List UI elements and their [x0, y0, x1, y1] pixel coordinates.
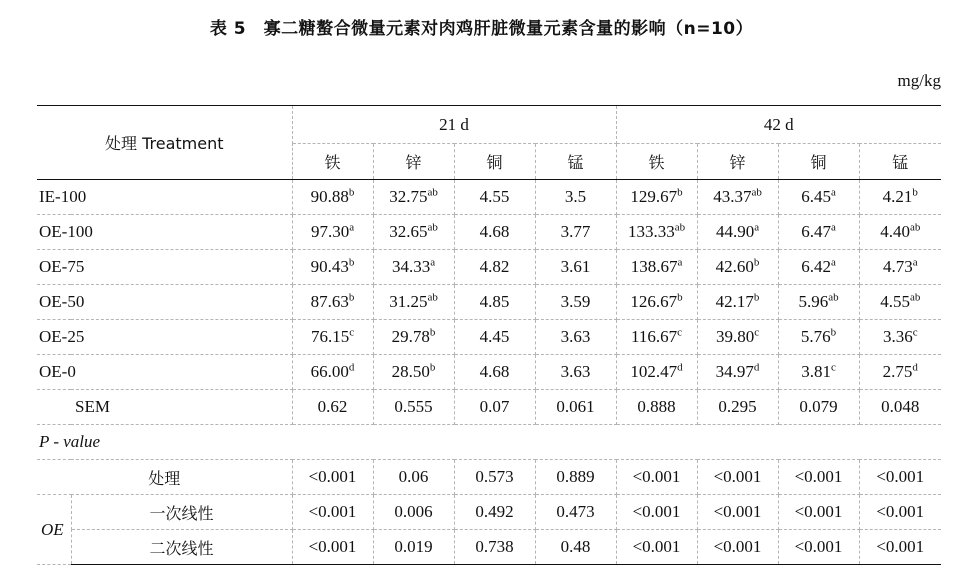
- sem-value: 0.048: [859, 390, 941, 425]
- element-header: 锰: [535, 144, 616, 180]
- sem-label: SEM: [37, 390, 292, 425]
- pvalue-cell: <0.001: [292, 530, 373, 565]
- pvalue-cell: <0.001: [697, 495, 778, 530]
- value-cell: [697, 180, 778, 215]
- significance-letter: ab: [427, 221, 438, 234]
- cell-value: 4.45: [479, 327, 510, 346]
- pvalue-cell: <0.001: [859, 495, 941, 530]
- cell-value: 6.45: [801, 187, 831, 206]
- row-label: OE-75: [37, 250, 292, 285]
- significance-letter: b: [348, 256, 355, 269]
- significance-letter: b: [912, 186, 918, 199]
- value-cell: [373, 180, 454, 215]
- row-label: IE-100: [37, 180, 292, 215]
- data-table: [37, 105, 941, 565]
- element-header: 锌: [697, 144, 778, 180]
- value-cell: [373, 250, 454, 285]
- significance-letter: c: [830, 361, 836, 374]
- value-cell: [697, 285, 778, 320]
- significance-letter: b: [429, 361, 436, 374]
- cell-value: 133.33: [627, 222, 675, 241]
- cell-value: 90.43: [310, 257, 349, 276]
- pvalue-linear-row: [37, 495, 941, 530]
- value-cell: [616, 250, 697, 285]
- pvalue-cell: 0.019: [373, 530, 454, 565]
- cell-value: 3.61: [560, 257, 591, 276]
- value-cell: [373, 285, 454, 320]
- value-cell: [859, 355, 941, 390]
- value-cell: [454, 215, 535, 250]
- significance-letter: a: [830, 256, 836, 269]
- cell-value: 87.63: [310, 292, 349, 311]
- value-cell: [616, 215, 697, 250]
- significance-letter: b: [429, 326, 436, 339]
- significance-letter: a: [912, 256, 918, 269]
- cell-value: 32.75: [389, 187, 428, 206]
- significance-letter: a: [430, 256, 436, 269]
- cell-value: 29.78: [391, 327, 430, 346]
- cell-value: 4.82: [479, 257, 510, 276]
- significance-letter: b: [677, 186, 683, 199]
- value-cell: [616, 320, 697, 355]
- value-cell: [697, 355, 778, 390]
- value-cell: [697, 215, 778, 250]
- value-cell: [292, 285, 373, 320]
- pvalue-cell: <0.001: [697, 530, 778, 565]
- significance-letter: a: [349, 221, 355, 234]
- significance-letter: ab: [751, 186, 762, 199]
- significance-letter: b: [677, 291, 683, 304]
- value-cell: [616, 285, 697, 320]
- pvalue-cell: <0.001: [616, 530, 697, 565]
- sem-value: 0.079: [778, 390, 859, 425]
- significance-letter: ab: [828, 291, 839, 304]
- cell-value: 3.36: [882, 327, 913, 346]
- value-cell: [292, 320, 373, 355]
- value-cell: [778, 180, 859, 215]
- pvalue-cell: 0.738: [454, 530, 535, 565]
- cell-value: 4.55: [479, 187, 510, 206]
- pvalue-cell: 0.473: [535, 495, 616, 530]
- table-row: [37, 250, 941, 285]
- table-row: [37, 355, 941, 390]
- cell-value: 126.67: [630, 292, 678, 311]
- cell-value: 138.67: [630, 257, 678, 276]
- value-cell: [292, 250, 373, 285]
- pvalue-cell: <0.001: [778, 495, 859, 530]
- pvalue-cell: <0.001: [697, 460, 778, 495]
- value-cell: [454, 355, 535, 390]
- significance-letter: d: [677, 361, 683, 374]
- cell-value: 5.96: [798, 292, 829, 311]
- cell-value: 34.33: [391, 257, 431, 276]
- value-cell: [535, 215, 616, 250]
- value-cell: [373, 215, 454, 250]
- element-header: 锌: [373, 144, 454, 180]
- cell-value: 6.42: [801, 257, 831, 276]
- cell-value: 102.47: [630, 362, 678, 381]
- significance-letter: b: [753, 256, 760, 269]
- cell-value: 3.63: [560, 362, 591, 381]
- value-cell: [697, 320, 778, 355]
- pvalue-label: P - value: [37, 425, 941, 460]
- significance-letter: c: [349, 326, 355, 339]
- pvalue-cell: <0.001: [859, 530, 941, 565]
- significance-letter: a: [830, 221, 836, 234]
- pvalue-cell: <0.001: [778, 460, 859, 495]
- sem-value: 0.888: [616, 390, 697, 425]
- cell-value: 44.90: [715, 222, 755, 241]
- value-cell: [778, 285, 859, 320]
- significance-letter: b: [753, 291, 760, 304]
- pvalue-heading-row: [37, 425, 941, 460]
- value-cell: [859, 285, 941, 320]
- cell-value: 4.85: [479, 292, 510, 311]
- value-cell: [778, 250, 859, 285]
- value-cell: [535, 320, 616, 355]
- pvalue-cell: 0.48: [535, 530, 616, 565]
- element-header: 铜: [454, 144, 535, 180]
- value-cell: [454, 180, 535, 215]
- value-cell: [616, 355, 697, 390]
- value-cell: [292, 355, 373, 390]
- period-21d-header: 21 d: [292, 106, 616, 144]
- row-label: OE-25: [37, 320, 292, 355]
- significance-letter: ab: [674, 221, 686, 234]
- pvalue-cell: 0.889: [535, 460, 616, 495]
- treatment-header: 处理 Treatment: [37, 106, 292, 180]
- significance-letter: b: [830, 326, 837, 339]
- value-cell: [373, 355, 454, 390]
- cell-value: 31.25: [389, 292, 428, 311]
- value-cell: [859, 320, 941, 355]
- sem-value: 0.07: [454, 390, 535, 425]
- value-cell: [535, 355, 616, 390]
- sem-row: [37, 390, 941, 425]
- unit-label: mg/kg: [897, 71, 941, 90]
- pvalue-cell: 0.006: [373, 495, 454, 530]
- cell-value: 3.81: [801, 362, 831, 381]
- significance-letter: a: [754, 221, 760, 234]
- cell-value: 42.60: [715, 257, 754, 276]
- cell-value: 3.59: [560, 292, 591, 311]
- pvalue-cell: 0.06: [373, 460, 454, 495]
- cell-value: 4.40: [880, 222, 910, 241]
- value-cell: [454, 250, 535, 285]
- cell-value: 4.68: [479, 362, 510, 381]
- value-cell: [535, 180, 616, 215]
- cell-value: 4.68: [479, 222, 510, 241]
- pvalue-quadratic-row: [37, 530, 941, 565]
- pvalue-cell: 0.492: [454, 495, 535, 530]
- significance-letter: b: [348, 186, 355, 199]
- data-rows: [37, 180, 941, 390]
- cell-value: 28.50: [391, 362, 430, 381]
- pvalue-cell: <0.001: [292, 460, 373, 495]
- pvalue-cell: <0.001: [616, 460, 697, 495]
- significance-letter: d: [348, 361, 355, 374]
- pvalue-cell: 0.573: [454, 460, 535, 495]
- row-label: OE-0: [37, 355, 292, 390]
- significance-letter: d: [753, 361, 760, 374]
- cell-value: 66.00: [310, 362, 349, 381]
- row-label: OE-50: [37, 285, 292, 320]
- value-cell: [292, 215, 373, 250]
- value-cell: [454, 285, 535, 320]
- table-row: [37, 215, 941, 250]
- cell-value: 3.5: [564, 187, 587, 206]
- row-label: OE-100: [37, 215, 292, 250]
- value-cell: [778, 355, 859, 390]
- significance-letter: ab: [427, 186, 438, 199]
- significance-letter: a: [830, 186, 836, 199]
- value-cell: [859, 215, 941, 250]
- cell-value: 3.77: [560, 222, 591, 241]
- sem-value: 0.061: [535, 390, 616, 425]
- value-cell: [454, 320, 535, 355]
- value-cell: [778, 215, 859, 250]
- sem-value: 0.62: [292, 390, 373, 425]
- cell-value: 5.76: [800, 327, 831, 346]
- cell-value: 42.17: [715, 292, 754, 311]
- pvalue-cell: <0.001: [859, 460, 941, 495]
- cell-value: 97.30: [310, 222, 350, 241]
- sem-value: 0.555: [373, 390, 454, 425]
- significance-letter: ab: [909, 221, 921, 234]
- element-header: 锰: [859, 144, 941, 180]
- value-cell: [373, 320, 454, 355]
- significance-letter: a: [677, 256, 683, 269]
- table-row: [37, 285, 941, 320]
- cell-value: 32.65: [389, 222, 428, 241]
- value-cell: [859, 250, 941, 285]
- pvalue-treatment-row: [37, 460, 941, 495]
- significance-letter: c: [754, 326, 760, 339]
- value-cell: [535, 285, 616, 320]
- header-row-periods: [37, 106, 941, 144]
- cell-value: 43.37: [713, 187, 752, 206]
- pvalue-treatment-label: 处理: [37, 460, 292, 495]
- period-42d-header: 42 d: [616, 106, 941, 144]
- cell-value: 6.47: [801, 222, 831, 241]
- cell-value: 4.73: [882, 257, 913, 276]
- cell-value: 90.88: [310, 187, 349, 206]
- pvalue-quadratic-label: 二次线性: [71, 530, 292, 565]
- pvalue-cell: <0.001: [616, 495, 697, 530]
- value-cell: [778, 320, 859, 355]
- value-cell: [535, 250, 616, 285]
- value-cell: [292, 180, 373, 215]
- element-header: 铜: [778, 144, 859, 180]
- oe-label: OE: [37, 495, 71, 565]
- cell-value: 129.67: [630, 187, 678, 206]
- significance-letter: b: [348, 291, 355, 304]
- significance-letter: ab: [427, 291, 438, 304]
- cell-value: 116.67: [631, 327, 678, 346]
- cell-value: 39.80: [715, 327, 755, 346]
- significance-letter: c: [912, 326, 918, 339]
- cell-value: 76.15: [310, 327, 350, 346]
- value-cell: [616, 180, 697, 215]
- value-cell: [697, 250, 778, 285]
- pvalue-cell: <0.001: [778, 530, 859, 565]
- element-header: 铁: [616, 144, 697, 180]
- cell-value: 34.97: [715, 362, 754, 381]
- significance-letter: d: [912, 361, 918, 374]
- cell-value: 4.55: [880, 292, 910, 311]
- element-header: 铁: [292, 144, 373, 180]
- value-cell: [859, 180, 941, 215]
- pvalue-linear-label: 一次线性: [71, 495, 292, 530]
- cell-value: 3.63: [560, 327, 591, 346]
- sem-value: 0.295: [697, 390, 778, 425]
- table-title: 表 5 寡二糖螯合微量元素对肉鸡肝脏微量元素含量的影响（n=10）: [209, 19, 754, 39]
- cell-value: 4.21: [882, 187, 913, 206]
- cell-value: 2.75: [882, 362, 913, 381]
- significance-letter: ab: [909, 291, 921, 304]
- pvalue-cell: <0.001: [292, 495, 373, 530]
- significance-letter: c: [677, 326, 683, 339]
- table-row: [37, 180, 941, 215]
- table-row: [37, 320, 941, 355]
